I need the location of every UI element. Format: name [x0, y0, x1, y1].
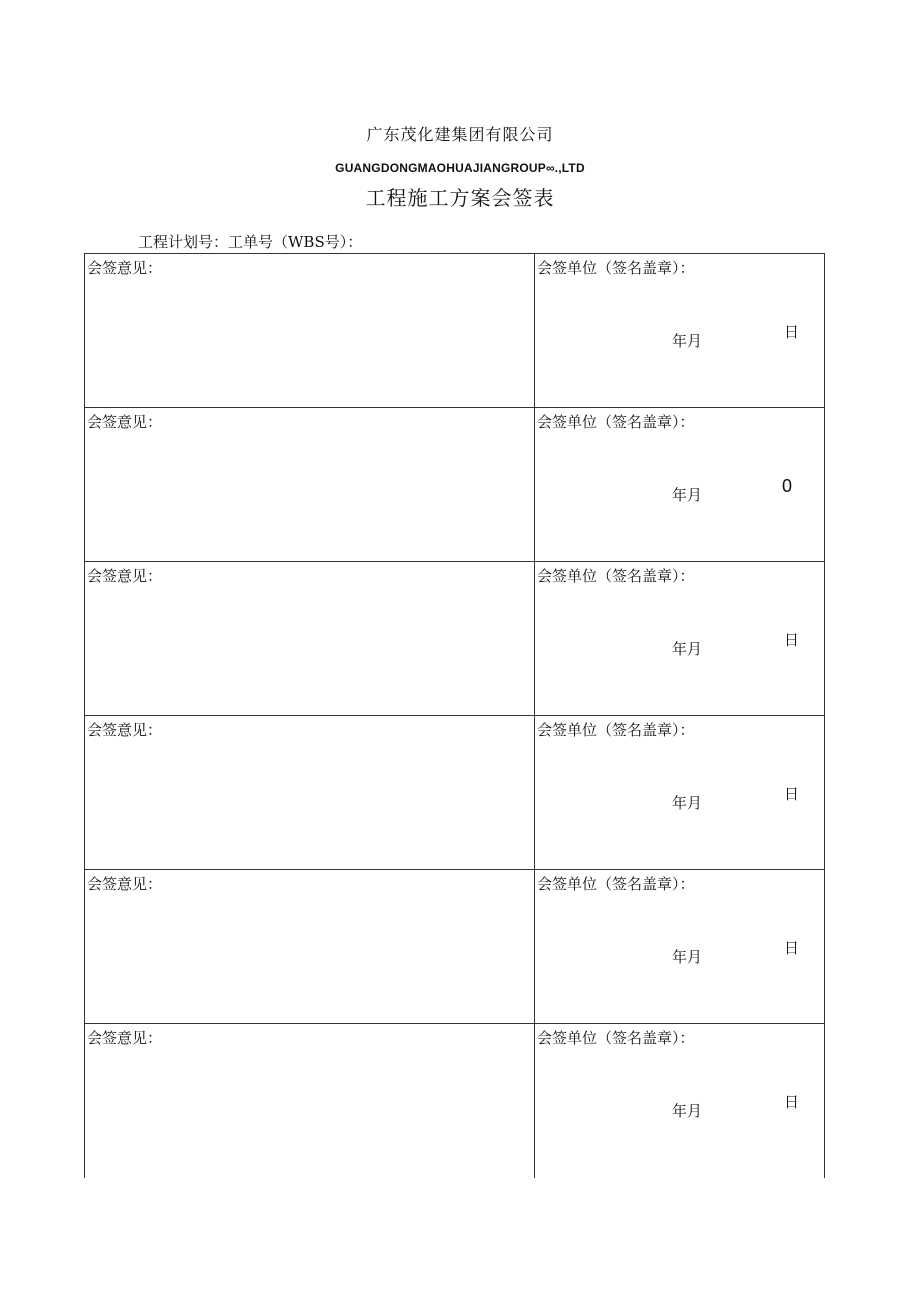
year-month-label: 年月: [672, 640, 703, 658]
opinion-cell[interactable]: [84, 716, 535, 869]
year-month-label: 年月: [672, 486, 703, 504]
opinion-label: 会签意见：: [87, 413, 163, 431]
opinion-label: 会签意见：: [87, 567, 163, 585]
year-month-label: 年月: [672, 332, 703, 350]
signature-cell[interactable]: [535, 716, 825, 869]
day-label: 日: [784, 1093, 800, 1111]
opinion-label: 会签意见：: [87, 259, 163, 277]
company-name-cn: 广东茂化建集团有限公司: [366, 125, 554, 144]
unit-signature-label: 会签单位（签名盖章）：: [537, 875, 695, 893]
signature-cell[interactable]: [535, 254, 825, 407]
opinion-label: 会签意见：: [87, 721, 163, 739]
day-label: 0: [782, 476, 793, 496]
opinion-cell[interactable]: [84, 408, 535, 561]
company-name-en: GUANGDONGMAOHUAJIANGROUP∞.,LTD: [335, 161, 585, 175]
opinion-cell[interactable]: [84, 254, 535, 407]
countersign-row: [84, 1024, 825, 1178]
signature-cell[interactable]: [535, 408, 825, 561]
year-month-label: 年月: [672, 948, 703, 966]
project-plan-number-line: 工程计划号：工单号（WBS号）：: [138, 233, 363, 251]
year-month-label: 年月: [672, 794, 703, 812]
day-label: 日: [784, 631, 800, 649]
countersign-row: [84, 562, 825, 716]
signature-cell[interactable]: [535, 870, 825, 1023]
day-label: 日: [784, 785, 800, 803]
countersign-row: [84, 408, 825, 562]
unit-signature-label: 会签单位（签名盖章）：: [537, 567, 695, 585]
form-title: 工程施工方案会签表: [365, 186, 555, 210]
countersign-row: [84, 254, 825, 408]
countersign-row: [84, 716, 825, 870]
countersign-row: [84, 870, 825, 1024]
opinion-cell[interactable]: [84, 1024, 535, 1178]
opinion-label: 会签意见：: [87, 875, 163, 893]
unit-signature-label: 会签单位（签名盖章）：: [537, 413, 695, 431]
day-label: 日: [784, 939, 800, 957]
unit-signature-label: 会签单位（签名盖章）：: [537, 259, 695, 277]
signature-cell[interactable]: [535, 1024, 825, 1178]
year-month-label: 年月: [672, 1102, 703, 1120]
day-label: 日: [784, 323, 800, 341]
signature-cell[interactable]: [535, 562, 825, 715]
unit-signature-label: 会签单位（签名盖章）：: [537, 721, 695, 739]
opinion-cell[interactable]: [84, 562, 535, 715]
unit-signature-label: 会签单位（签名盖章）：: [537, 1029, 695, 1047]
opinion-label: 会签意见：: [87, 1029, 163, 1047]
opinion-cell[interactable]: [84, 870, 535, 1023]
countersign-table: [84, 253, 825, 1177]
